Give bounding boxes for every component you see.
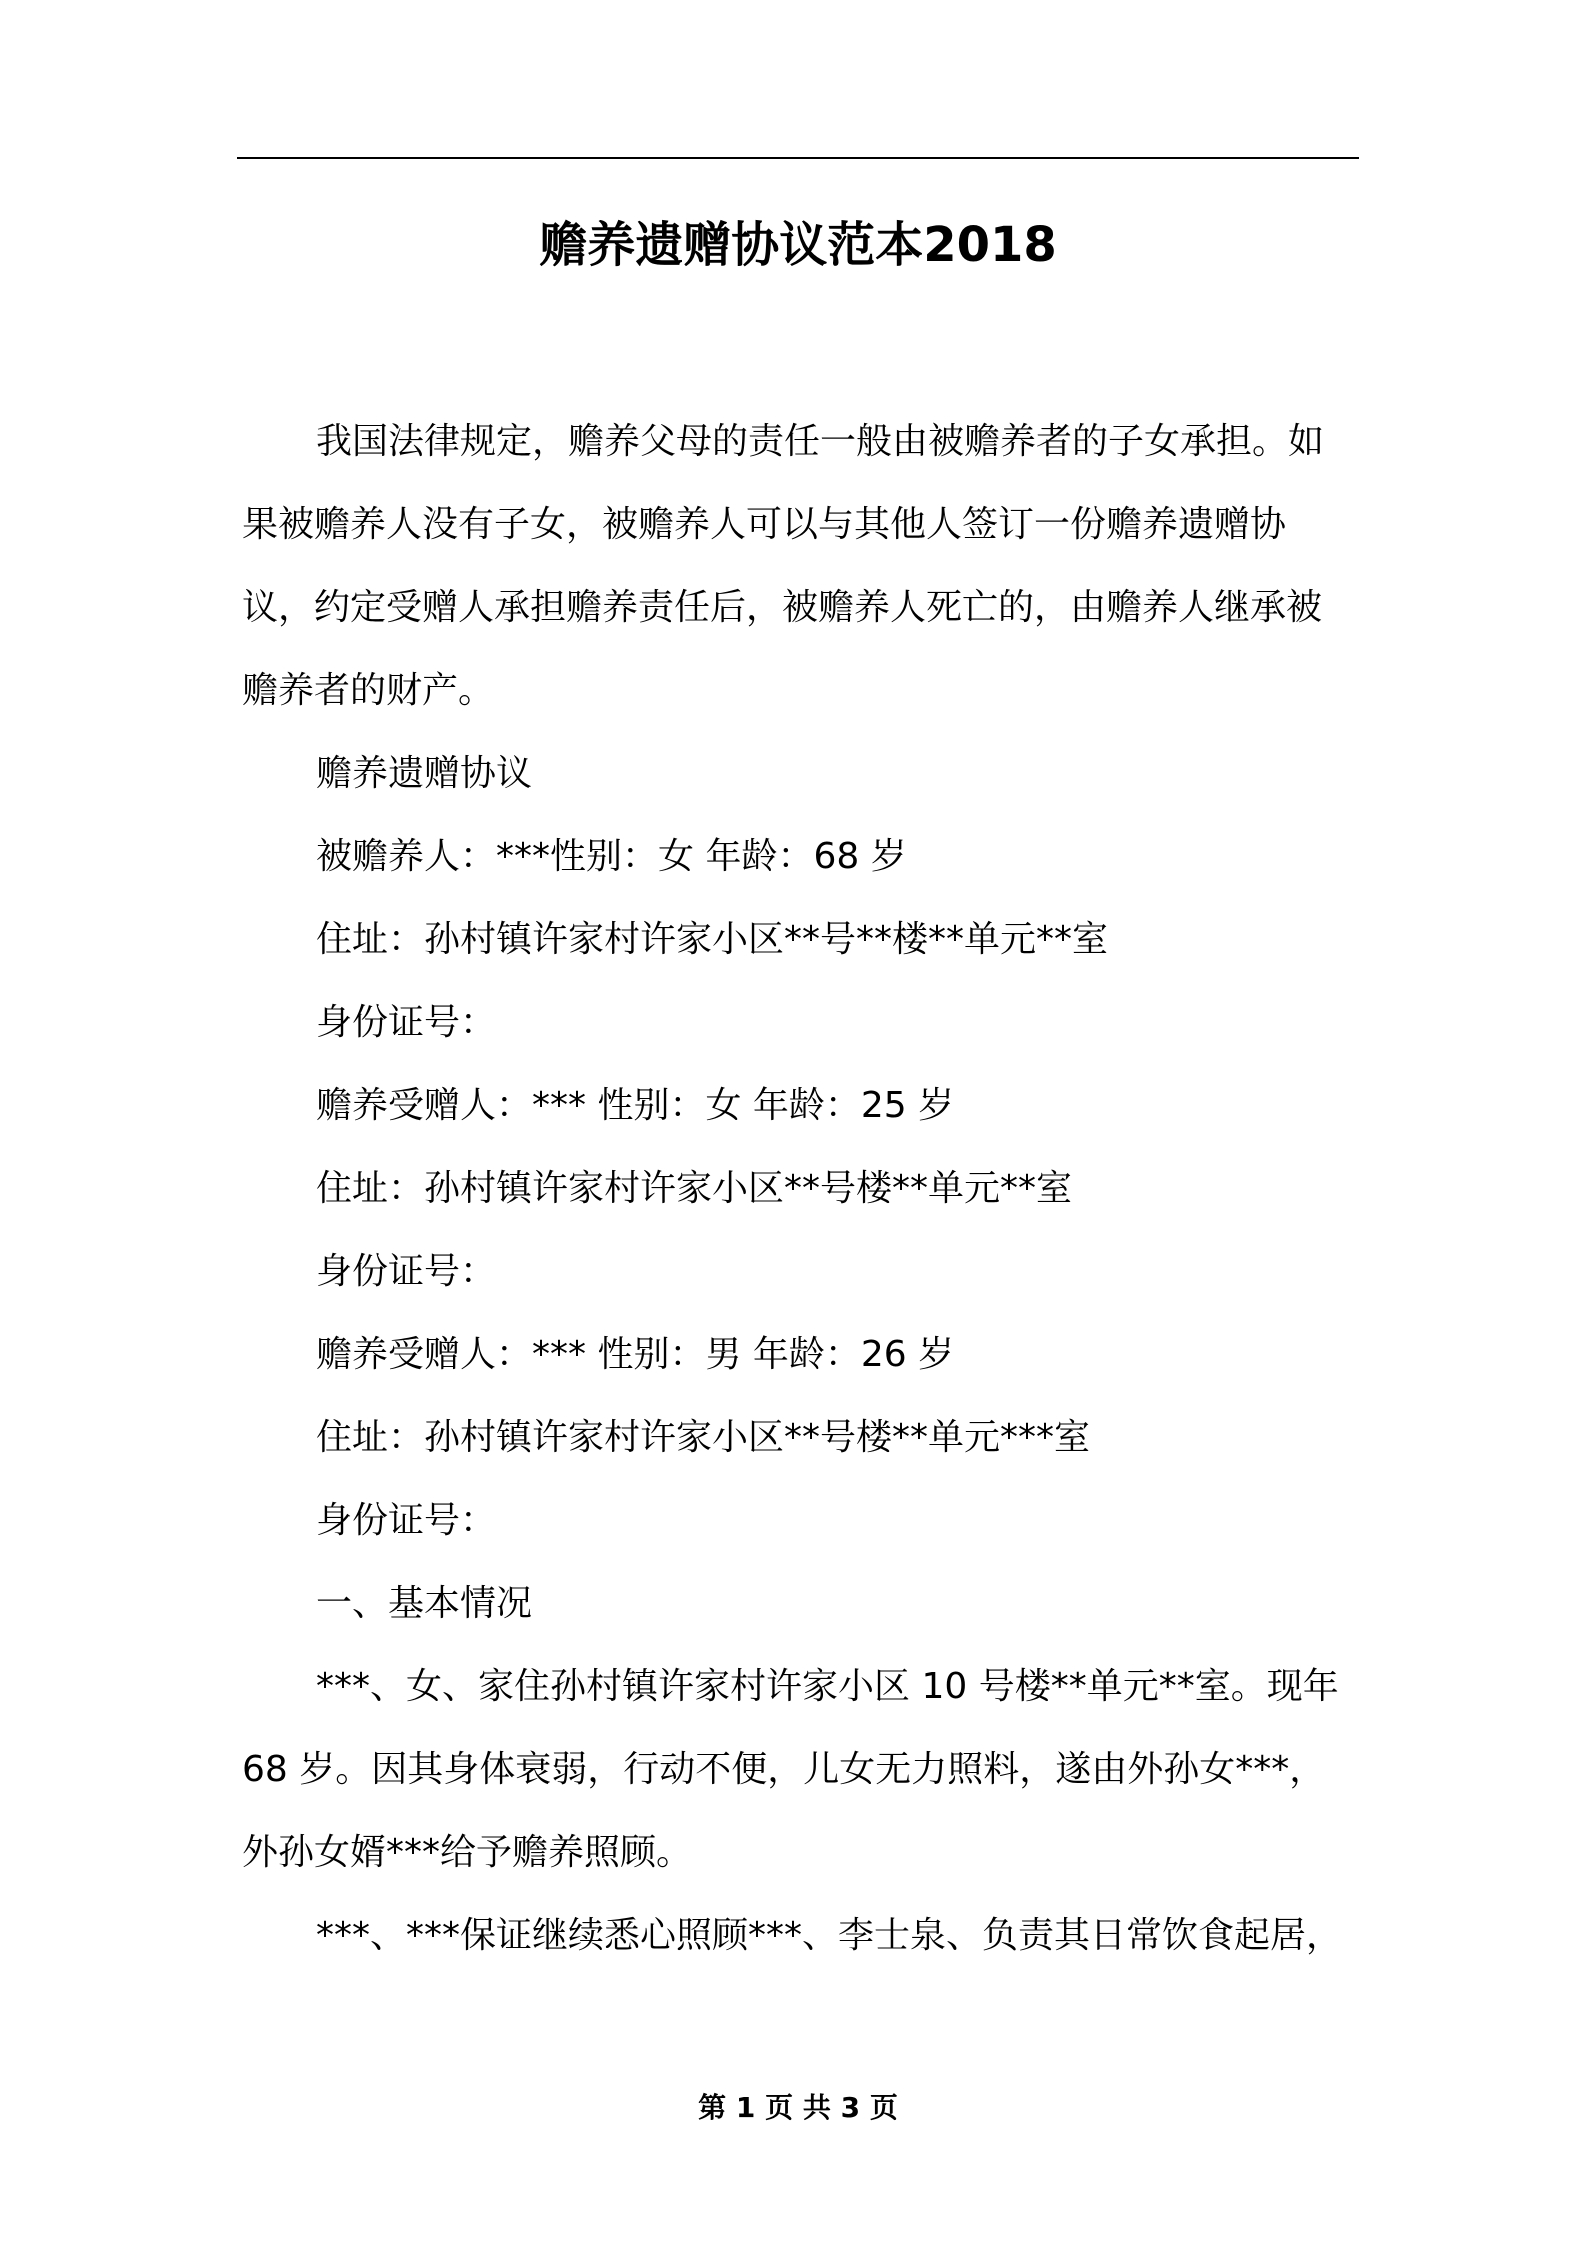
section-1-heading: 一、基本情况: [316, 1583, 533, 1624]
section-1-paragraph-2: ***、***保证继续悉心照顾***、李士泉、负责其日常饮食起居，: [316, 1915, 1343, 1956]
party-1-id: 身份证号：: [316, 1002, 497, 1043]
page-footer: 第 1 页 共 3 页: [698, 2091, 898, 2124]
party-3-address: 住址：孙村镇许家村许家小区**号楼**单元***室: [316, 1417, 1091, 1458]
section-1-paragraph-1: ***、女、家住孙村镇许家村许家小区 10 号楼**单元**室。现年 68 岁。因其身体衰弱，行动不便，儿女无力照料，遂由外孙女***，外孙女婿***给予赡养照顾。: [242, 1666, 1339, 1873]
party-1-info: 被赡养人：***性别：女 年龄：68 岁: [316, 836, 907, 877]
document-title: 赡养遗赠协议范本2018: [539, 217, 1057, 273]
party-3-info: 赡养受赠人：*** 性别：男 年龄：26 岁: [316, 1334, 955, 1375]
header-rule: [237, 157, 1359, 159]
party-3-id: 身份证号：: [316, 1500, 497, 1541]
party-2-info: 赡养受赠人：*** 性别：女 年龄：25 岁: [316, 1085, 955, 1126]
agreement-heading: 赡养遗赠协议: [316, 753, 533, 794]
intro-paragraph: 我国法律规定，赡养父母的责任一般由被赡养者的子女承担。如果被赡养人没有子女，被赡养人可以与其他人签订一份赡养遗赠协议，约定受赠人承担赡养责任后，被赡养人死亡的，由赡养人继承被赡养者的财产。: [242, 421, 1325, 711]
party-2-id: 身份证号：: [316, 1251, 497, 1292]
party-2-address: 住址：孙村镇许家村许家小区**号楼**单元**室: [316, 1168, 1073, 1209]
document-body: [242, 400, 1354, 1977]
party-1-address: 住址：孙村镇许家村许家小区**号**楼**单元**室: [316, 919, 1109, 960]
